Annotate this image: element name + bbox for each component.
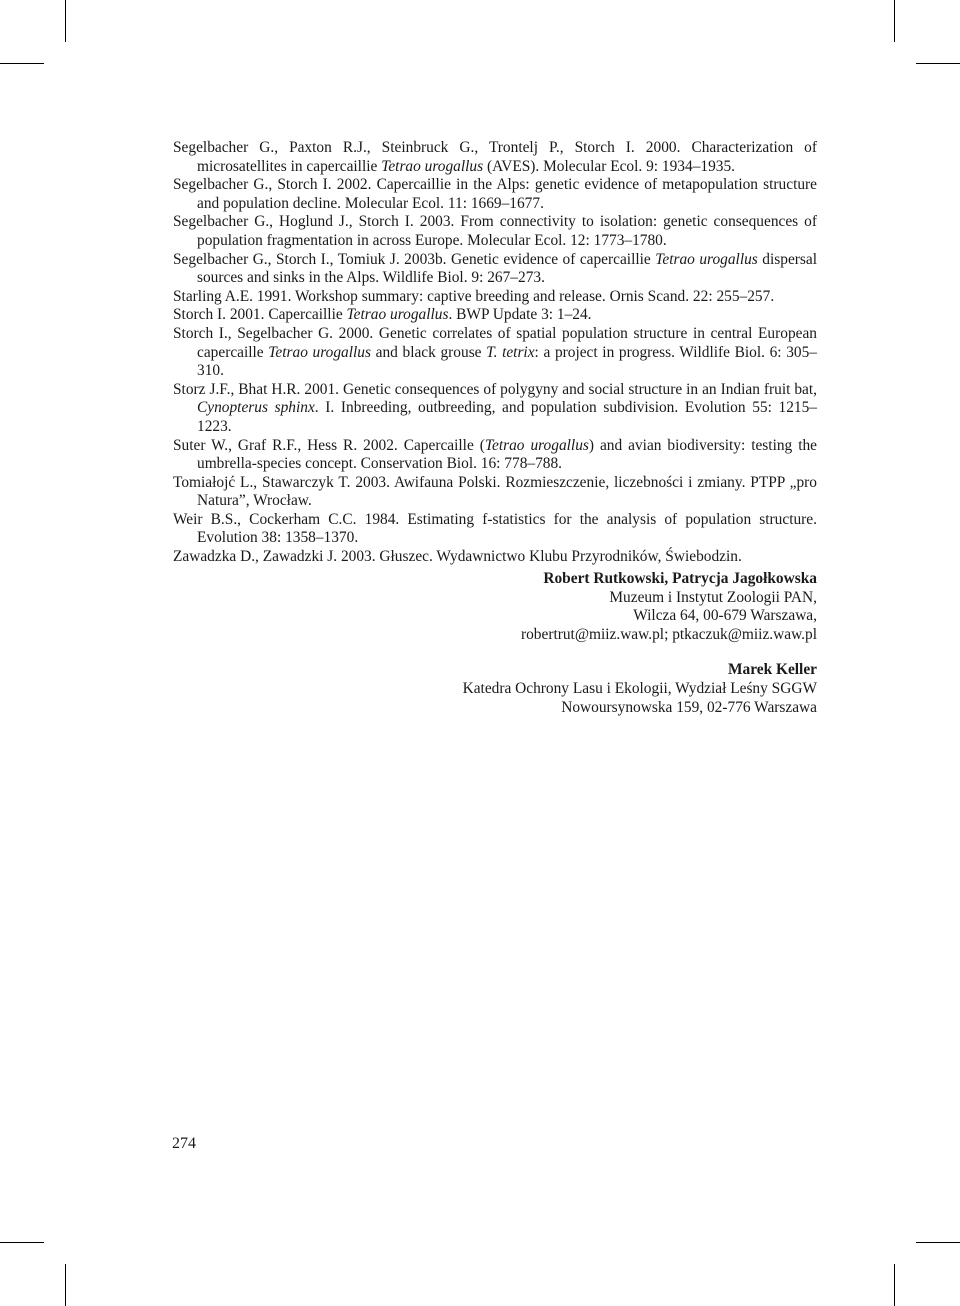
reference-italic-text: Tetrao urogallus — [484, 436, 589, 454]
author-affiliation-line: robertrut@miiz.waw.pl; ptkaczuk@miiz.waw.pl — [520, 625, 817, 643]
author-name: Robert Rutkowski, Patrycja Jagołkowska — [543, 570, 817, 587]
author-affiliations — [297, 570, 817, 717]
reference-entry — [173, 474, 817, 511]
reference-text: Segelbacher G., Storch I., Tomiuk J. 2003b. Genetic evidence of capercaillie — [173, 250, 656, 268]
reference-list — [173, 139, 817, 567]
reference-entry — [173, 213, 817, 250]
reference-entry — [173, 176, 817, 213]
reference-text: : a project in progress. Wildlife Biol. 6: 305–310. — [197, 343, 817, 380]
reference-entry — [173, 437, 817, 474]
crop-mark-top-right-horizontal — [916, 63, 960, 64]
reference-text: . I. Inbreeding, outbreeding, and population subdivision. Evolution 55: 1215–1223. — [197, 399, 817, 435]
reference-italic-text: Tetrao urogallus — [268, 343, 371, 361]
reference-text: Tomiałojć L., Stawarczyk T. 2003. Awifauna Polski. Rozmieszczenie, liczebności i zmiany. PTPP „pro Natura”, Wrocław. — [173, 473, 817, 510]
reference-text: . BWP Update 3: 1–24. — [448, 306, 592, 324]
reference-text: Storch I., Segelbacher G. 2000. Genetic correlates of spatial population structure in central European capercaille — [173, 324, 817, 361]
reference-text: Zawadzka D., Zawadzki J. 2003. Głuszec. Wydawnictwo Klubu Przyrodników, Świebodzin. — [173, 548, 742, 566]
author-name: Marek Keller — [727, 661, 817, 679]
author-affiliation-line: Nowoursynowska 159, 02-776 Warszawa — [561, 698, 817, 716]
reference-entry — [173, 139, 817, 176]
reference-text: dispersal sources and sinks in the Alps. Wildlife Biol. 9: 267–273. — [197, 250, 817, 287]
reference-entry — [173, 251, 817, 288]
author-affiliation-line: Wilcza 64, 00-679 Warszawa, — [633, 607, 817, 625]
reference-italic-text: Tetrao urogallus — [346, 306, 449, 324]
reference-entry — [173, 306, 817, 325]
author-affiliation-line: Katedra Ochrony Lasu i Ekologii, Wydział Leśny SGGW — [462, 679, 817, 697]
reference-italic-text: T. tetrix — [486, 343, 535, 361]
crop-mark-top-left-vertical — [65, 0, 66, 42]
reference-text: Segelbacher G., Hoglund J., Storch I. 2003. From connectivity to isolation: genetic consequences of population fragmentation in across Europe. Molecular Ecol. 12: 1773–1780. — [173, 213, 817, 249]
reference-entry — [173, 381, 817, 437]
reference-entry — [173, 288, 817, 307]
reference-entry — [173, 325, 817, 381]
reference-italic-text: Cynopterus sphinx — [197, 399, 315, 417]
crop-mark-bottom-right-horizontal — [916, 1242, 960, 1243]
reference-text: and black grouse — [371, 343, 487, 361]
reference-italic-text: Tetrao urogallus — [655, 250, 758, 268]
reference-text: Storch I. 2001. Capercaillie — [173, 306, 347, 324]
reference-text: Storz J.F., Bhat H.R. 2001. Genetic consequences of polygyny and social structure in an Indian fruit bat, — [173, 380, 817, 398]
reference-text: ) and avian biodiversity: testing the umbrella-species concept. Conservation Biol. 16: 778–788. — [197, 436, 817, 473]
reference-text: Segelbacher G., Storch I. 2002. Capercaillie in the Alps: genetic evidence of metapopulation structure and population decline. Molecular Ecol. 11: 1669–1677. — [173, 176, 817, 212]
reference-text: Starling A.E. 1991. Workshop summary: captive breeding and release. Ornis Scand. 22: 255–257. — [173, 287, 775, 305]
reference-italic-text: Tetrao urogallus — [381, 157, 484, 175]
crop-mark-bottom-left-horizontal — [0, 1242, 44, 1243]
reference-text: Segelbacher G., Paxton R.J., Steinbruck G., Trontelj P., Storch I. 2000. Characterization of microsatellites in capercaillie — [173, 139, 817, 175]
reference-entry — [173, 511, 817, 548]
reference-text: (AVES). Molecular Ecol. 9: 1934–1935. — [483, 157, 736, 175]
reference-text: Weir B.S., Cockerham C.C. 1984. Estimating f-statistics for the analysis of population structure. Evolution 38: 1358–1370. — [173, 510, 817, 547]
author-affiliation-line: Muzeum i Instytut Zoologii PAN, — [609, 588, 817, 606]
page-number: 274 — [172, 1135, 196, 1152]
reference-entry — [173, 548, 817, 567]
crop-mark-bottom-left-vertical — [65, 1264, 66, 1306]
reference-text: Suter W., Graf R.F., Hess R. 2002. Capercaille ( — [173, 436, 485, 454]
crop-mark-bottom-right-vertical — [894, 1264, 895, 1306]
crop-mark-top-left-horizontal — [0, 63, 44, 64]
author-block-spacer — [297, 644, 817, 661]
crop-mark-top-right-vertical — [894, 0, 895, 42]
